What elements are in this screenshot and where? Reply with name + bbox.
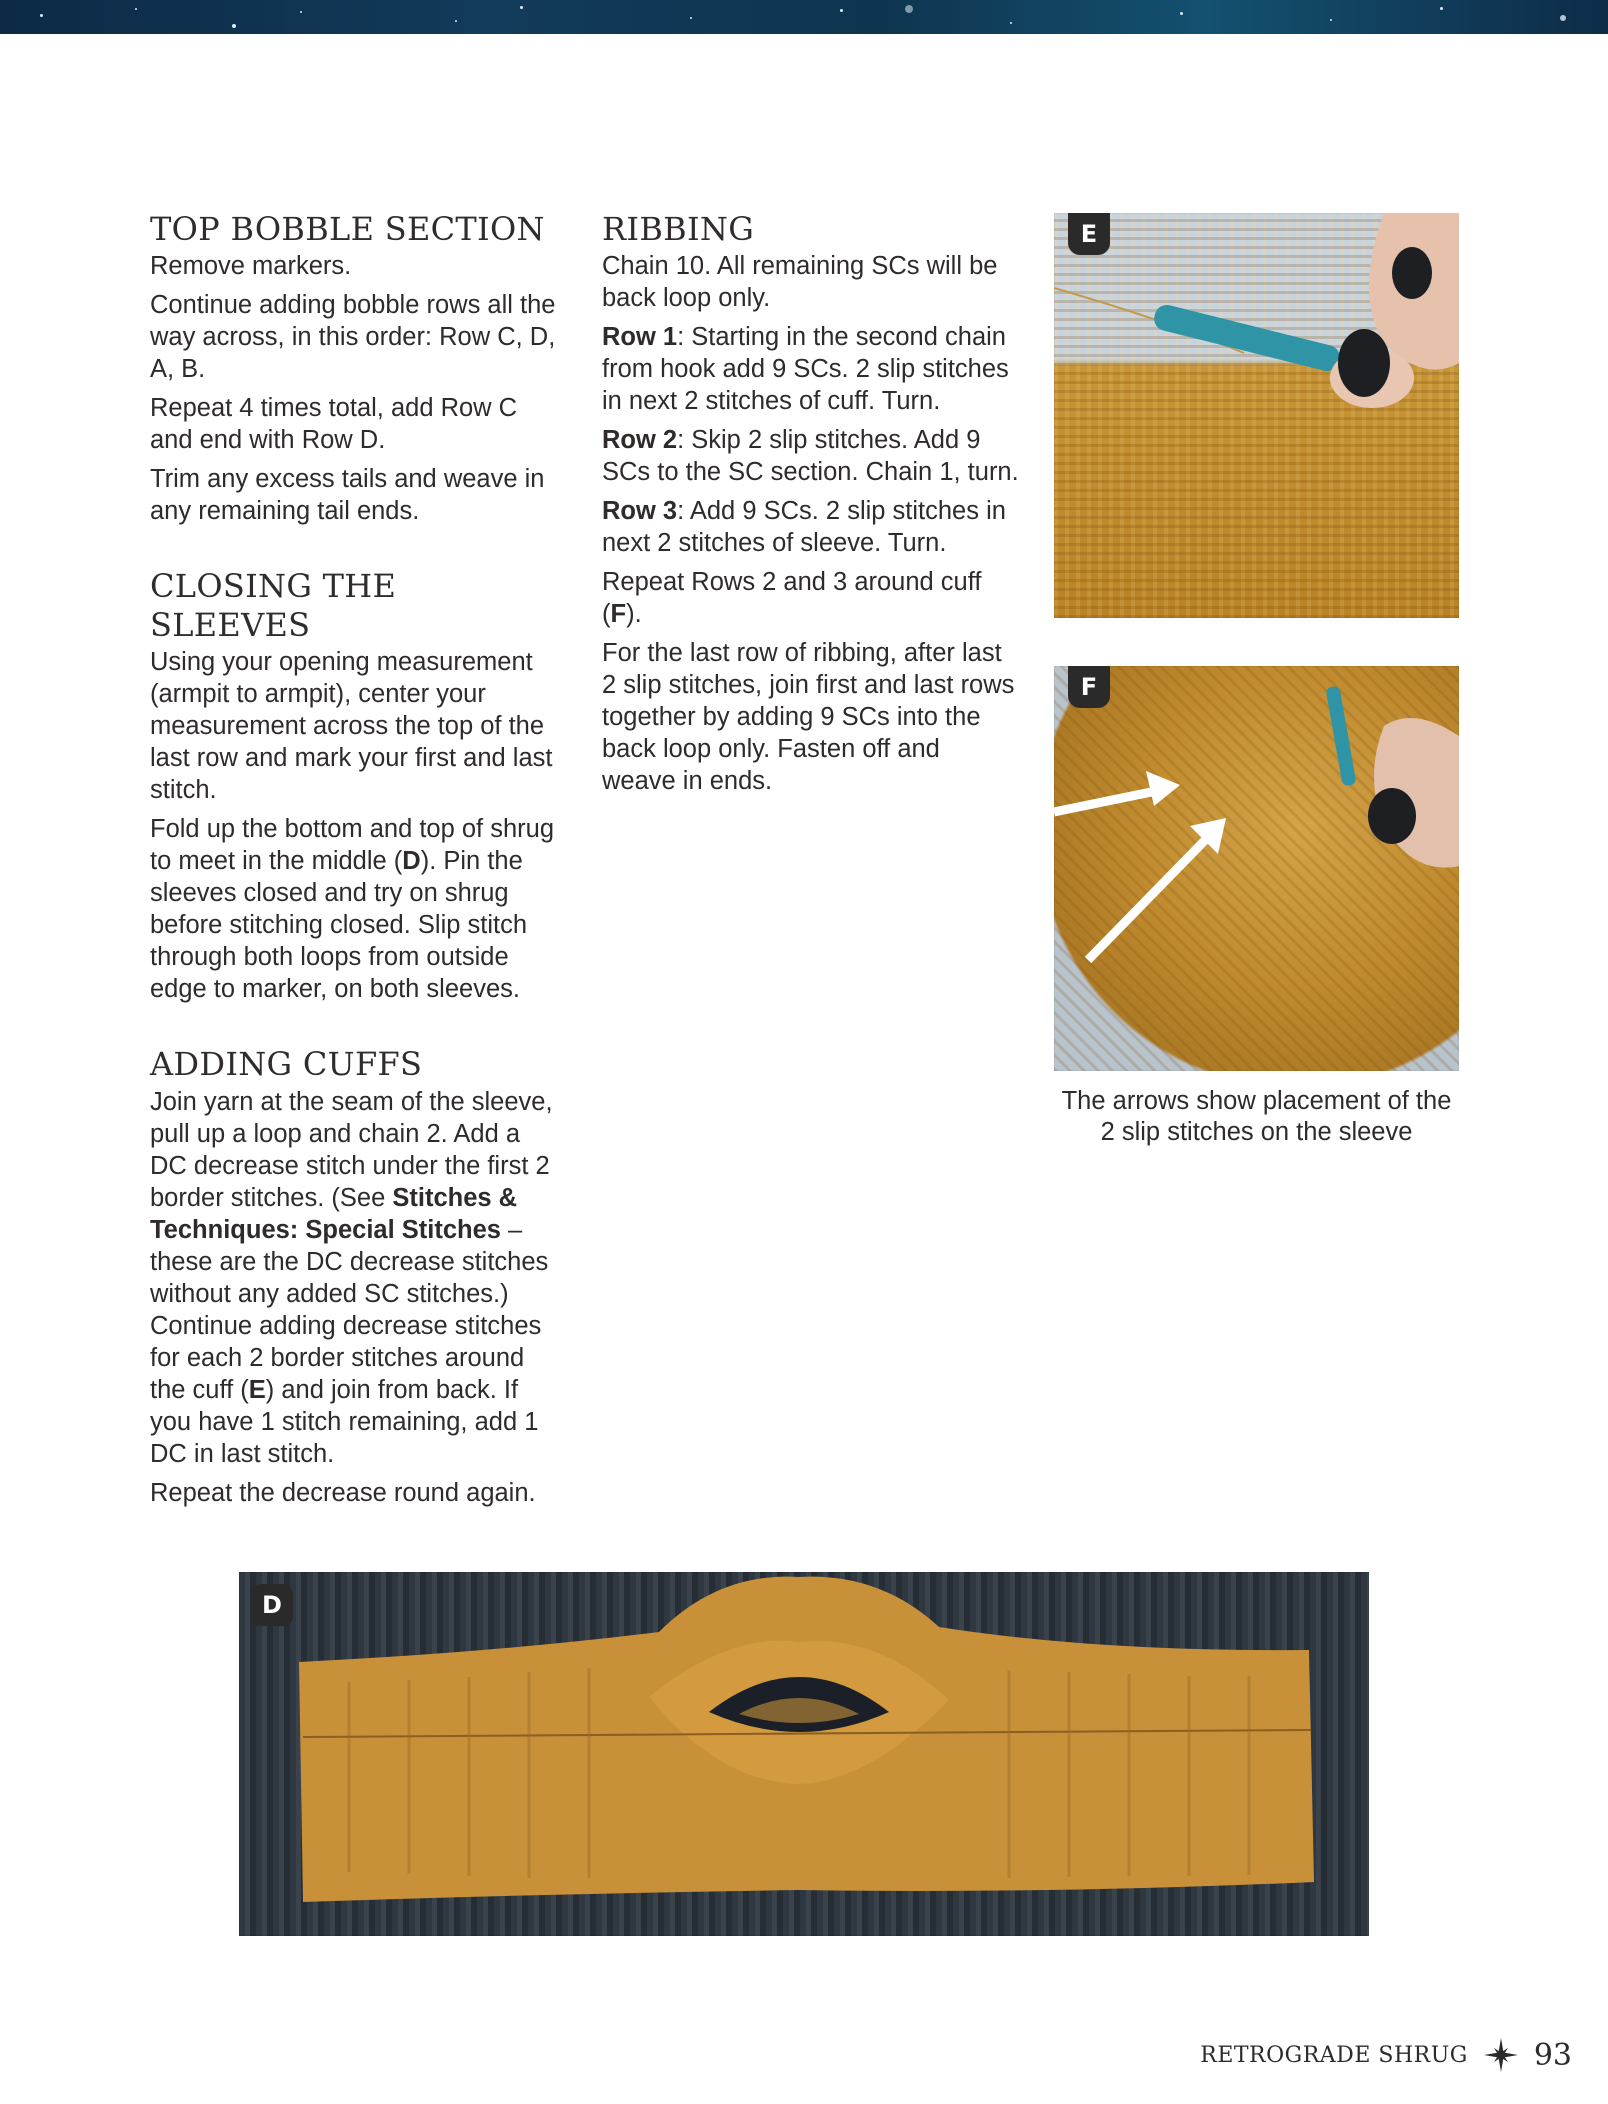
top-starfield-band [0, 0, 1608, 34]
page-footer [1200, 2030, 1572, 2080]
ribbing-row2: Row 2: Skip 2 slip stitches. Add 9 SCs to the SC section. Chain 1, turn. [602, 426, 1019, 487]
figure-label-d: D [251, 1584, 293, 1626]
figure-f-caption: The arrows show placement of the 2 slip stitches on the sleeve [1061, 1087, 1452, 1146]
figure-label-f: F [1068, 666, 1110, 708]
photo-d-folded-shrug [239, 1572, 1369, 1936]
compass-star-icon [1484, 2038, 1518, 2072]
photo-f-ribbing [1054, 666, 1459, 1071]
ribbing-row1: Row 1: Starting in the second chain from hook add 9 SCs. 2 slip stitches in next 2 stitches of cuff. Turn. [602, 323, 1009, 416]
left-column [150, 210, 560, 1549]
figure-label-e: E [1068, 213, 1110, 255]
figure-ref-d: D [402, 847, 421, 876]
cross-reference: Stitches & Techniques: Special Stitches [150, 1183, 518, 1244]
running-title: RETROGRADE SHRUG [1200, 2042, 1468, 2068]
arrows-illustration [1054, 666, 1459, 1071]
adding-cuffs-p2: Repeat the decrease round again. [150, 1478, 536, 1507]
figure-ref-e: E [248, 1375, 266, 1404]
ribbing-intro: Chain 10. All remaining SCs will be back loop only. [602, 252, 998, 313]
top-bobble-section [150, 210, 560, 527]
top-bobble-p3: Repeat 4 times total, add Row C and end with Row D. [150, 394, 518, 455]
folded-shrug-illustration [239, 1572, 1369, 1936]
figure-ref-f: F [610, 600, 627, 629]
middle-column [602, 210, 1020, 837]
ribbing-last: For the last row of ribbing, after last 2 slip stitches, join first and last rows together by adding 9 SCs into the back loop only. Fasten off and weave in ends. [602, 639, 1015, 796]
hand-hook-illustration [1054, 213, 1459, 618]
ribbing-row3: Row 3: Add 9 SCs. 2 slip stitches in next 2 stitches of sleeve. Turn. [602, 497, 1006, 558]
ribbing-repeat: Repeat Rows 2 and 3 around cuff (F). [602, 568, 982, 629]
closing-sleeves-p1: Using your opening measurement (armpit to armpit), center your measurement across the top of the last row and mark your first and last stitch. [150, 648, 553, 805]
closing-sleeves-section [150, 567, 560, 1005]
top-bobble-heading: TOP BOBBLE SECTION [150, 210, 545, 248]
top-bobble-p1: Remove markers. [150, 252, 352, 281]
top-bobble-p4: Trim any excess tails and weave in any remaining tail ends. [150, 465, 545, 526]
photo-e-crochet-cuff [1054, 213, 1459, 618]
closing-sleeves-heading: CLOSING THE SLEEVES [150, 567, 397, 644]
ribbing-section [602, 210, 1020, 797]
adding-cuffs-p1: Join yarn at the seam of the sleeve, pull up a loop and chain 2. Add a DC decrease stitch under the first 2 border stitches. (See Stitches & Techniques: Special Stitches – these are the DC decrease stitches without any added SC stitches.) Continue adding decrease stitches for each 2 border stitches around the cuff (E) and join from back. If you have 1 stitch remaining, add 1 DC in last stitch. [150, 1087, 553, 1468]
ribbing-heading: RIBBING [602, 210, 755, 248]
top-bobble-p2: Continue adding bobble rows all the way across, in this order: Row C, D, A, B. [150, 291, 556, 384]
page-number: 93 [1533, 2037, 1572, 2073]
closing-sleeves-p2: Fold up the bottom and top of shrug to meet in the middle (D). Pin the sleeves closed and try on shrug before stitching closed. Slip stitch through both loops from outside edge to marker, on both sleeves. [150, 815, 555, 1004]
adding-cuffs-section [150, 1045, 560, 1508]
adding-cuffs-heading: ADDING CUFFS [150, 1045, 423, 1084]
